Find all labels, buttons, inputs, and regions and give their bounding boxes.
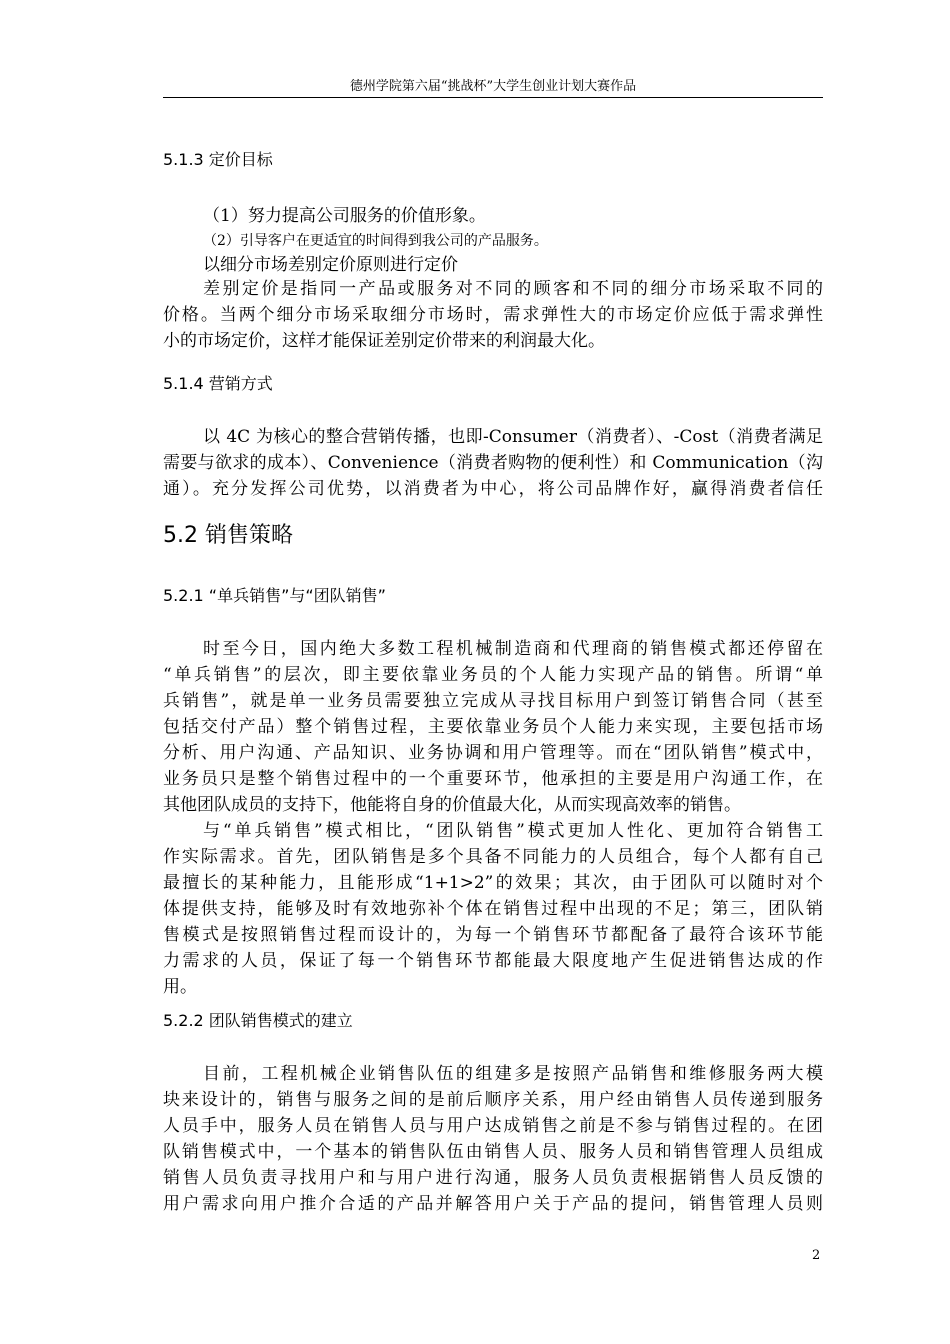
page-number: 2 [812, 1248, 821, 1263]
paragraph-line: 与“单兵销售”模式相比，“团队销售”模式更加人性化、更加符合销售工 [203, 821, 823, 841]
paragraph-line: 小的市场定价，这样才能保证差别定价带来的利润最大化。 [163, 331, 605, 351]
paragraph-line: 包括交付产品）整个销售过程，主要依靠业务员个人能力来实现，主要包括市场 [163, 717, 823, 737]
heading-5-2-1: 5.2.1 “单兵销售”与“团队销售” [163, 586, 386, 605]
paragraph-line: 目前，工程机械企业销售队伍的组建多是按照产品销售和维修服务两大模 [203, 1064, 823, 1084]
paragraph-line: 售模式是按照销售过程而设计的，为每一个销售环节都配备了最符合该环节能 [163, 925, 823, 945]
paragraph-line: “单兵销售”的层次，即主要依靠业务员的个人能力实现产品的销售。所谓“单 [163, 665, 823, 685]
header-divider [163, 97, 823, 98]
paragraph-line: 其他团队成员的支持下，他能将自身的价值最大化，从而实现高效率的销售。 [163, 795, 741, 815]
heading-5-1-3: 5.1.3 定价目标 [163, 150, 273, 169]
paragraph-line: 以 4C 为核心的整合营销传播，也即-Consumer（消费者）、-Cost（消费者满足 [203, 427, 823, 447]
paragraph-line: 队销售模式中，一个基本的销售队伍由销售人员、服务人员和销售管理人员组成 [163, 1142, 823, 1162]
paragraph-line: 兵销售”，就是单一业务员需要独立完成从寻找目标用户到签订销售合同（甚至 [163, 691, 823, 711]
list-item: （2）引导客户在更适宜的时间得到我公司的产品服务。 [203, 233, 548, 249]
heading-5-1-4: 5.1.4 营销方式 [163, 374, 273, 393]
paragraph-line: 时至今日，国内绝大多数工程机械制造商和代理商的销售模式都还停留在 [203, 639, 823, 659]
paragraph-line: 销售人员负责寻找用户和与用户进行沟通，服务人员负责根据销售人员反馈的 [163, 1168, 823, 1188]
paragraph-line: 价格。当两个细分市场采取细分市场时，需求弹性大的市场定价应低于需求弹性 [163, 305, 823, 325]
paragraph-line: 力需求的人员，保证了每一个销售环节都能最大限度地产生促进销售达成的作 [163, 951, 823, 971]
page-header: 德州学院第六届“挑战杯”大学生创业计划大赛作品 [349, 79, 637, 94]
paragraph-line: 用户需求向用户推介合适的产品并解答用户关于产品的提问，销售管理人员则 [163, 1194, 823, 1214]
paragraph-line: 差别定价是指同一产品或服务对不同的顾客和不同的细分市场采取不同的 [203, 279, 823, 299]
heading-5-2-2: 5.2.2 团队销售模式的建立 [163, 1011, 353, 1030]
paragraph-line: 需要与欲求的成本）、Convenience（消费者购物的便利性）和 Communication（沟 [163, 453, 823, 473]
paragraph-line: 用。 [163, 977, 197, 997]
paragraph-line: 业务员只是整个销售过程中的一个重要环节，他承担的主要是用户沟通工作，在 [163, 769, 823, 789]
paragraph-line: 作实际需求。首先，团队销售是多个具备不同能力的人员组合，每个人都有自己 [163, 847, 823, 867]
paragraph-line: 人员手中，服务人员在销售人员与用户达成销售之前是不参与销售过程的。在团 [163, 1116, 823, 1136]
heading-5-2: 5.2 销售策略 [163, 523, 293, 548]
paragraph-line: 块来设计的，销售与服务之间的是前后顺序关系，用户经由销售人员传递到服务 [163, 1090, 823, 1110]
list-item: （1）努力提高公司服务的价值形象。 [203, 206, 486, 226]
paragraph-line: 以细分市场差别定价原则进行定价 [203, 255, 458, 275]
paragraph-line: 体提供支持，能够及时有效地弥补个体在销售过程中出现的不足；第三，团队销 [163, 899, 823, 919]
paragraph-line: 分析、用户沟通、产品知识、业务协调和用户管理等。而在“团队销售”模式中， [163, 743, 823, 763]
paragraph-line: 最擅长的某种能力，且能形成“1+1>2”的效果；其次，由于团队可以随时对个 [163, 873, 823, 893]
paragraph-line: 通）。充分发挥公司优势，以消费者为中心，将公司品牌作好，赢得消费者信任 [163, 479, 823, 499]
